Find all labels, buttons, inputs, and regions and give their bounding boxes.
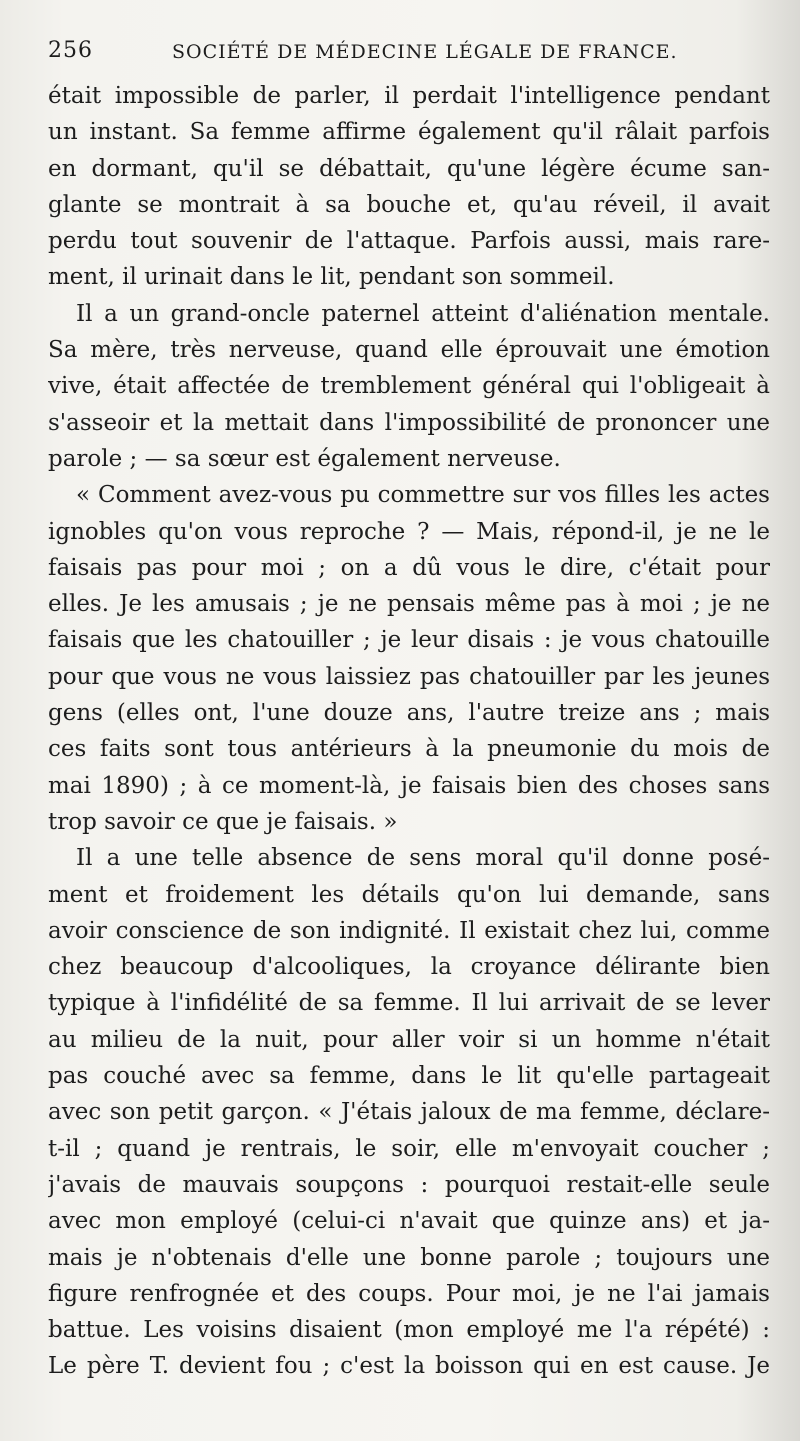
- text-line: trop savoir ce que je faisais. »: [48, 808, 398, 835]
- text-line: glante se montrait à sa bouche et, qu'au réveil, il avait: [48, 191, 770, 218]
- text-line: mai 1890) ; à ce moment-là, je faisais bien des choses sans: [48, 772, 770, 799]
- page-number: 256: [48, 38, 93, 63]
- text-line: pour que vous ne vous laissiez pas chatouiller par les jeunes: [48, 663, 770, 690]
- text-line: Il a un grand-oncle paternel atteint d'aliénation mentale.: [76, 300, 770, 327]
- text-line: avoir conscience de son indignité. Il existait chez lui, comme: [48, 917, 770, 944]
- text-line: était impossible de parler, il perdait l'intelligence pendant: [48, 83, 770, 109]
- text-line: pas couché avec sa femme, dans le lit qu'elle partageait: [48, 1063, 770, 1090]
- text-line: gens (elles ont, l'une douze ans, l'autre treize ans ; mais: [48, 700, 770, 727]
- text-line: avec son petit garçon. « J'étais jaloux de ma femme, déclare-: [48, 1099, 770, 1126]
- text-line: ment et froidement les détails qu'on lui demande, sans: [48, 881, 770, 908]
- text-line: s'asseoir et la mettait dans l'impossibilité de prononcer une: [48, 409, 770, 436]
- text-line: en dormant, qu'il se débattait, qu'une légère écume san-: [48, 155, 770, 182]
- text-line: au milieu de la nuit, pour aller voir si un homme n'était: [48, 1026, 770, 1053]
- text-line: ment, il urinait dans le lit, pendant son sommeil.: [48, 264, 615, 291]
- text-line: vive, était affectée de tremblement général qui l'obligeait à: [48, 373, 770, 400]
- text-line: perdu tout souvenir de l'attaque. Parfois aussi, mais rare-: [48, 228, 770, 255]
- text-line: t-il ; quand je rentrais, le soir, elle m'envoyait coucher ;: [48, 1135, 770, 1162]
- text-line: faisais que les chatouiller ; je leur disais : je vous chatouille: [48, 627, 770, 654]
- text-line: Le père T. devient fou ; c'est la boisson qui en est cause. Je: [48, 1353, 770, 1380]
- text-line: battue. Les voisins disaient (mon employé me l'a répété) :: [48, 1317, 770, 1344]
- body-text: [48, 78, 770, 1385]
- text-line: Il a une telle absence de sens moral qu'il donne posé-: [76, 845, 770, 872]
- text-line: avec mon employé (celui-ci n'avait que quinze ans) et ja-: [48, 1208, 770, 1235]
- text-line: Sa mère, très nerveuse, quand elle éprouvait une émotion: [48, 337, 770, 364]
- running-title: SOCIÉTÉ DE MÉDECINE LÉGALE DE FRANCE.: [172, 41, 678, 63]
- text-line: « Comment avez-vous pu commettre sur vos filles les actes: [76, 482, 770, 509]
- text-line: ignobles qu'on vous reproche ? — Mais, répond-il, je ne le: [48, 518, 770, 545]
- text-line: j'avais de mauvais soupçons : pourquoi restait-elle seule: [48, 1171, 770, 1198]
- text-line: typique à l'infidélité de sa femme. Il lui arrivait de se lever: [48, 990, 770, 1017]
- text-line: mais je n'obtenais d'elle une bonne parole ; toujours une: [48, 1244, 770, 1271]
- text-line: un instant. Sa femme affirme également qu'il râlait parfois: [48, 119, 770, 146]
- text-line: parole ; — sa sœur est également nerveuse.: [48, 445, 561, 472]
- text-line: elles. Je les amusais ; je ne pensais même pas à moi ; je ne: [48, 591, 770, 618]
- text-line: ces faits sont tous antérieurs à la pneumonie du mois de: [48, 736, 770, 763]
- text-line: figure renfrognée et des coups. Pour moi, je ne l'ai jamais: [48, 1280, 770, 1307]
- text-line: faisais pas pour moi ; on a dû vous le dire, c'était pour: [48, 554, 770, 581]
- text-line: chez beaucoup d'alcooliques, la croyance délirante bien: [48, 954, 770, 981]
- page-header: [48, 38, 768, 72]
